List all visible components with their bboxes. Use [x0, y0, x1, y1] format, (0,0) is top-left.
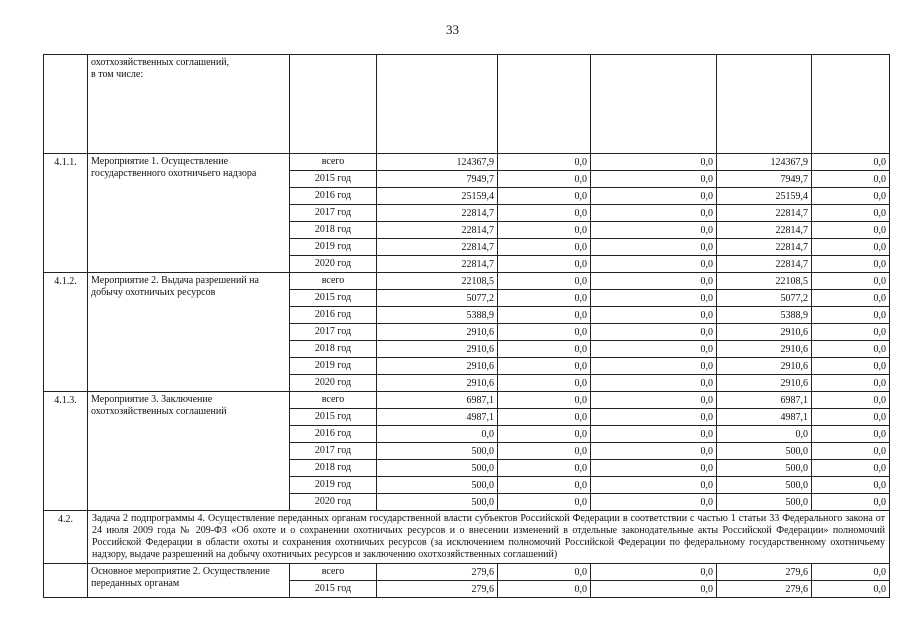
value-cell: 0,0: [498, 154, 591, 171]
total-cell: 500,0: [377, 477, 498, 494]
value-cell: 0,0: [591, 222, 717, 239]
total-cell: 279,6: [377, 581, 498, 598]
value-cell: 22108,5: [717, 273, 812, 290]
year-cell: 2017 год: [290, 324, 377, 341]
total-cell: 4987,1: [377, 409, 498, 426]
total-cell: 6987,1: [377, 392, 498, 409]
value-cell: 0,0: [591, 375, 717, 392]
year-cell: 2016 год: [290, 188, 377, 205]
value-cell: 0,0: [591, 426, 717, 443]
total-cell: 5388,9: [377, 307, 498, 324]
value-cell: 0,0: [812, 409, 890, 426]
total-cell: 22108,5: [377, 273, 498, 290]
value-cell: 0,0: [591, 341, 717, 358]
value-cell: 0,0: [498, 392, 591, 409]
value-cell: 22814,7: [717, 239, 812, 256]
year-cell: 2016 год: [290, 307, 377, 324]
value-cell: 0,0: [498, 188, 591, 205]
total-cell: 2910,6: [377, 341, 498, 358]
year-cell: всего: [290, 273, 377, 290]
header-col2-cell: [591, 55, 717, 154]
value-cell: 0,0: [498, 460, 591, 477]
measure-name: Мероприятие 1. Осуществление государственного охотничьего надзора: [88, 154, 290, 273]
value-cell: 0,0: [498, 409, 591, 426]
value-cell: 0,0: [812, 443, 890, 460]
year-cell: 2018 год: [290, 460, 377, 477]
year-cell: 2015 год: [290, 581, 377, 598]
value-cell: 5388,9: [717, 307, 812, 324]
value-cell: 0,0: [498, 222, 591, 239]
value-cell: 0,0: [498, 443, 591, 460]
measure-code: 4.1.1.: [44, 154, 88, 273]
value-cell: 0,0: [812, 564, 890, 581]
value-cell: 0,0: [812, 154, 890, 171]
value-cell: 0,0: [591, 581, 717, 598]
value-cell: 0,0: [812, 239, 890, 256]
total-cell: 22814,7: [377, 205, 498, 222]
value-cell: 0,0: [498, 171, 591, 188]
value-cell: 2910,6: [717, 324, 812, 341]
total-cell: 500,0: [377, 443, 498, 460]
value-cell: 500,0: [717, 443, 812, 460]
total-cell: 279,6: [377, 564, 498, 581]
value-cell: 0,0: [498, 307, 591, 324]
year-cell: всего: [290, 392, 377, 409]
value-cell: 0,0: [591, 307, 717, 324]
value-cell: 0,0: [812, 290, 890, 307]
value-cell: 0,0: [812, 426, 890, 443]
year-cell: 2016 год: [290, 426, 377, 443]
value-cell: 22814,7: [717, 256, 812, 273]
value-cell: 22814,7: [717, 205, 812, 222]
value-cell: 0,0: [591, 188, 717, 205]
year-cell: всего: [290, 154, 377, 171]
value-cell: 0,0: [591, 290, 717, 307]
total-cell: 22814,7: [377, 222, 498, 239]
value-cell: 7949,7: [717, 171, 812, 188]
year-cell: 2017 год: [290, 443, 377, 460]
year-cell: 2018 год: [290, 222, 377, 239]
total-cell: 0,0: [377, 426, 498, 443]
table-row: [44, 392, 890, 409]
value-cell: 2910,6: [717, 375, 812, 392]
value-cell: 0,0: [498, 581, 591, 598]
table-row: [44, 564, 890, 581]
measure-code: 4.1.2.: [44, 273, 88, 392]
header-col4-cell: [812, 55, 890, 154]
year-cell: 2015 год: [290, 290, 377, 307]
value-cell: 0,0: [498, 341, 591, 358]
year-cell: всего: [290, 564, 377, 581]
value-cell: 0,0: [717, 426, 812, 443]
year-cell: 2020 год: [290, 494, 377, 511]
task-code: 4.2.: [44, 511, 88, 564]
header-row: [44, 55, 890, 154]
value-cell: 0,0: [812, 392, 890, 409]
value-cell: 0,0: [812, 171, 890, 188]
table-row: [44, 273, 890, 290]
final-measure-name: Основное мероприятие 2. Осуществление переданных органам: [88, 564, 290, 598]
value-cell: 2910,6: [717, 341, 812, 358]
value-cell: 22814,7: [717, 222, 812, 239]
value-cell: 0,0: [812, 477, 890, 494]
total-cell: 2910,6: [377, 358, 498, 375]
value-cell: 5077,2: [717, 290, 812, 307]
total-cell: 22814,7: [377, 256, 498, 273]
value-cell: 0,0: [812, 494, 890, 511]
measure-name: Мероприятие 3. Заключение охотхозяйственных соглашений: [88, 392, 290, 511]
total-cell: 500,0: [377, 460, 498, 477]
value-cell: 0,0: [591, 324, 717, 341]
value-cell: 0,0: [498, 273, 591, 290]
value-cell: 6987,1: [717, 392, 812, 409]
table-row: [44, 154, 890, 171]
total-cell: 5077,2: [377, 290, 498, 307]
value-cell: 0,0: [498, 256, 591, 273]
page-number: 33: [446, 22, 459, 37]
value-cell: 0,0: [812, 358, 890, 375]
year-cell: 2020 год: [290, 375, 377, 392]
value-cell: 0,0: [591, 564, 717, 581]
budget-table: [43, 54, 890, 598]
value-cell: 0,0: [498, 290, 591, 307]
value-cell: 25159,4: [717, 188, 812, 205]
year-cell: 2015 год: [290, 171, 377, 188]
value-cell: 0,0: [812, 273, 890, 290]
value-cell: 0,0: [591, 239, 717, 256]
value-cell: 0,0: [591, 205, 717, 222]
value-cell: 0,0: [591, 477, 717, 494]
value-cell: 0,0: [591, 460, 717, 477]
value-cell: 0,0: [591, 171, 717, 188]
header-code-cell: [44, 55, 88, 154]
value-cell: 0,0: [591, 154, 717, 171]
header-year-cell: [290, 55, 377, 154]
measure-code: 4.1.3.: [44, 392, 88, 511]
value-cell: 500,0: [717, 460, 812, 477]
value-cell: 0,0: [498, 358, 591, 375]
value-cell: 0,0: [591, 494, 717, 511]
value-cell: 0,0: [498, 426, 591, 443]
value-cell: 0,0: [591, 358, 717, 375]
total-cell: 7949,7: [377, 171, 498, 188]
year-cell: 2019 год: [290, 358, 377, 375]
value-cell: 0,0: [498, 375, 591, 392]
value-cell: 0,0: [498, 324, 591, 341]
value-cell: 0,0: [498, 477, 591, 494]
value-cell: 279,6: [717, 581, 812, 598]
total-cell: 25159,4: [377, 188, 498, 205]
header-total-cell: [377, 55, 498, 154]
year-cell: 2019 год: [290, 239, 377, 256]
value-cell: 0,0: [591, 443, 717, 460]
value-cell: 0,0: [498, 564, 591, 581]
year-cell: 2020 год: [290, 256, 377, 273]
value-cell: 0,0: [812, 205, 890, 222]
value-cell: 0,0: [498, 205, 591, 222]
value-cell: 0,0: [812, 307, 890, 324]
value-cell: 0,0: [812, 460, 890, 477]
year-cell: 2018 год: [290, 341, 377, 358]
value-cell: 0,0: [591, 409, 717, 426]
value-cell: 0,0: [812, 581, 890, 598]
header-text: охотхозяйственных соглашений, в том числе:: [88, 55, 290, 154]
value-cell: 500,0: [717, 494, 812, 511]
total-cell: 124367,9: [377, 154, 498, 171]
year-cell: 2015 год: [290, 409, 377, 426]
year-cell: 2019 год: [290, 477, 377, 494]
total-cell: 2910,6: [377, 375, 498, 392]
task-row: [44, 511, 890, 564]
value-cell: 2910,6: [717, 358, 812, 375]
value-cell: 0,0: [498, 239, 591, 256]
value-cell: 0,0: [591, 392, 717, 409]
task-text: Задача 2 подпрограммы 4. Осуществление переданных органам государственной власти субъектов Российской Федерации в соответствии с частью 1 статьи 33 Федерального закона от 24 июля 2009 года № 209-ФЗ «Об охоте и о сохранении охотничьих ресурсов и о внесении изменений в отдельные законодательные акты Российской Федерации» полномочий Российской Федерации в области охоты и сохранения охотничьих ресурсов (за исключением полномочий Российской Федерации по федеральному государственному охотничьему надзору, выдаче разрешений на добычу охотничьих ресурсов и заключению охотхозяйственных соглашений): [88, 511, 890, 564]
value-cell: 0,0: [812, 256, 890, 273]
value-cell: 4987,1: [717, 409, 812, 426]
value-cell: 279,6: [717, 564, 812, 581]
value-cell: 0,0: [812, 341, 890, 358]
value-cell: 0,0: [591, 256, 717, 273]
header-col1-cell: [498, 55, 591, 154]
measure-name: Мероприятие 2. Выдача разрешений на добычу охотничьих ресурсов: [88, 273, 290, 392]
value-cell: 0,0: [812, 324, 890, 341]
value-cell: 0,0: [812, 222, 890, 239]
final-code: [44, 564, 88, 598]
value-cell: 0,0: [812, 188, 890, 205]
total-cell: 500,0: [377, 494, 498, 511]
value-cell: 0,0: [812, 375, 890, 392]
value-cell: 124367,9: [717, 154, 812, 171]
value-cell: 0,0: [591, 273, 717, 290]
value-cell: 0,0: [498, 494, 591, 511]
value-cell: 500,0: [717, 477, 812, 494]
year-cell: 2017 год: [290, 205, 377, 222]
total-cell: 2910,6: [377, 324, 498, 341]
header-col3-cell: [717, 55, 812, 154]
total-cell: 22814,7: [377, 239, 498, 256]
